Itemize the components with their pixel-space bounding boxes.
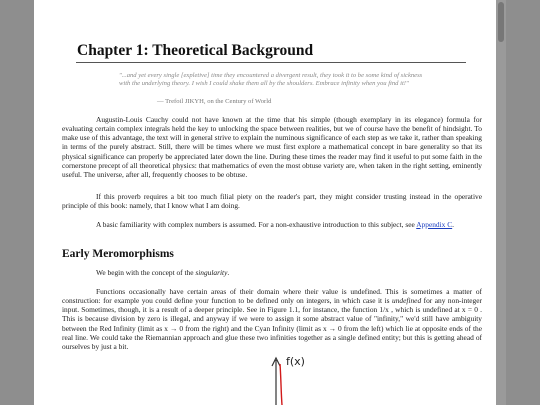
paragraph-functions xyxy=(62,287,482,351)
paragraph-proverb: If this proverb requires a bit too much filial piety on the reader's part, they might consider trusting instead in the operative principle of this book: namely, that I know what I am doing. xyxy=(62,192,482,211)
scrollbar[interactable] xyxy=(496,0,506,405)
intro-end: . xyxy=(227,268,230,277)
appendix-c-link[interactable]: Appendix C xyxy=(416,220,453,229)
singularity-term: singularity xyxy=(195,268,228,277)
section-title: Early Meromorphisms xyxy=(62,248,174,260)
function-label: f(x) xyxy=(286,355,305,368)
document-page xyxy=(34,0,506,405)
y-axis-arrow xyxy=(272,358,280,405)
paragraph-cauchy: Augustin-Louis Cauchy could not have known at the time that his simple (though exemplary in its elegance) formula for evaluating certain complex integrals held the key to unlocking the space between realities, but we of course have the benefit of hindsight. To make use of this advantage, the text will in general strive to explain the numinous significance of each step as we take it, rather than speaking in terms of the purely abstract. Still, there will be times where we must first explore a mathematical concept in bare generality so that its physical significance can properly be appreciated later down the line. During these times the reader may find it useful to put some faith in the cornerstone precept of all theoretical physics: that mathematics of even the most obtuse variety are, when taken in the right setting, eminently useful. The universe, after all, frequently chooses to be obtuse. xyxy=(62,115,482,179)
epigraph-quote: "...and yet every single [expletive] time they encountered a divergent result, they took it to be some kind of sickness with the underlying theory. I wish I could shake them all by the shoulders. Embrace infinity when you find it!" xyxy=(119,72,423,88)
functions-text-a: Functions occasionally have certain areas of their domain where their value is undefined. This is sometimes a matter of construction: for example you could define your function to be defined only on integers, in which case it is xyxy=(62,287,482,306)
chapter-title: Chapter 1: Theoretical Background xyxy=(77,42,314,59)
familiarity-text: A basic familiarity with complex numbers is assumed. For a non-exhaustive introduction to this subject, see xyxy=(96,220,417,229)
epigraph-attribution: — Trefoil JIKYH, on the Century of World xyxy=(157,98,272,105)
familiarity-end: . xyxy=(452,220,455,229)
functions-text-b: for any non-integer input. Sometimes, though, it is a result of a deeper principle. See in Figure 1.1, for instance, the function 1/x , which is undefined at x = 0 . This is because division by zero is illegal, and anyway if we were to assign it some abstract value of "infinity," we'd still have ambiguity between the Red Infinity (limit as x → 0 from the right) and the Cyan Infinity (limit as x → 0 from the left) which lie at opposite ends of the real line. We could take the Riemannian approach and glue these two infinities together as a single defined entity; but this is getting ahead of ourselves by just a bit. xyxy=(62,296,482,351)
undefined-term: undefined xyxy=(392,296,422,306)
paragraph-singularity-intro xyxy=(62,268,482,277)
intro-text: We begin with the concept of the xyxy=(96,268,196,277)
figure-1-1 xyxy=(254,352,324,405)
title-divider xyxy=(76,62,466,63)
red-branch-curve xyxy=(280,364,282,405)
paragraph-familiarity xyxy=(62,220,482,229)
scrollbar-thumb[interactable] xyxy=(498,2,504,42)
